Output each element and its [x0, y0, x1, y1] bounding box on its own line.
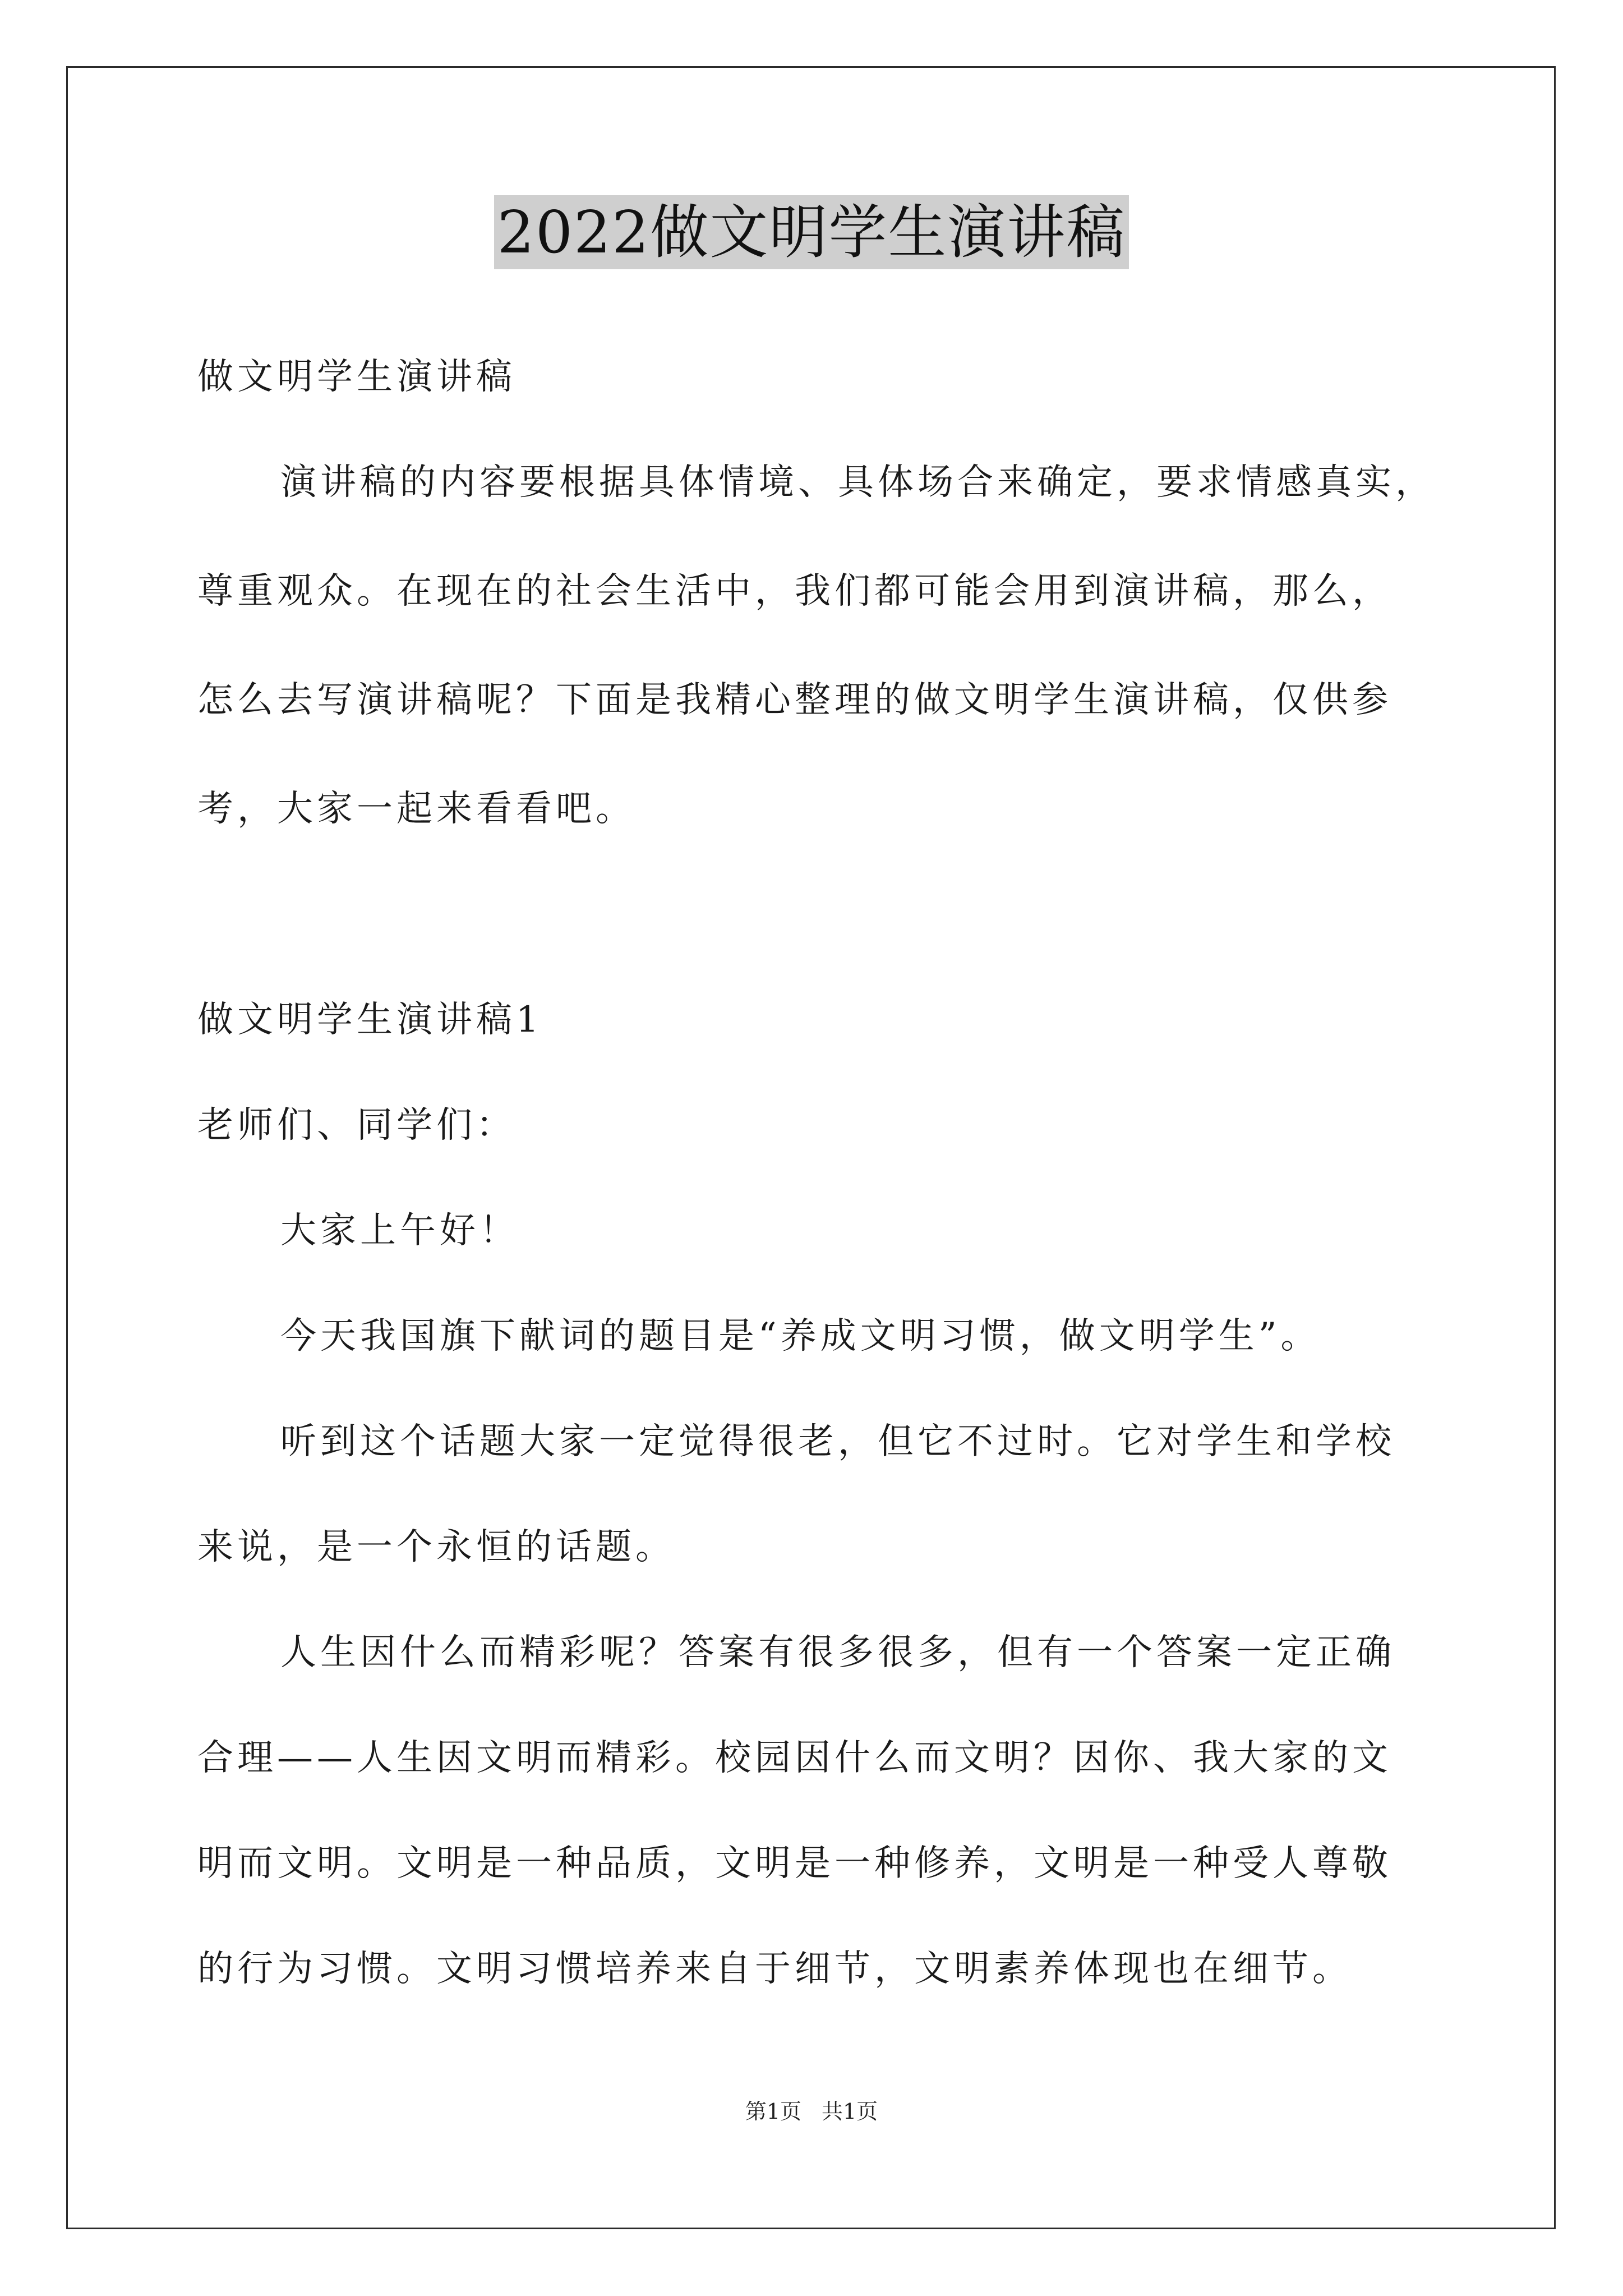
greeting: 大家上午好！	[280, 1210, 519, 1251]
page-number: 第1页	[745, 2099, 801, 2124]
speech-heading: 做文明学生演讲稿1	[197, 999, 543, 1041]
intro-line: 考，大家一起来看看吧。	[197, 788, 635, 830]
title-container	[0, 195, 1623, 269]
body-line: 的行为习惯。文明习惯培养来自于细节，文明素养体现也在细节。	[197, 1948, 1352, 1990]
page-footer	[0, 2098, 1623, 2125]
intro-line: 怎么去写演讲稿呢？下面是我精心整理的做文明学生演讲稿，仅供参	[197, 679, 1392, 721]
salutation: 老师们、同学们：	[197, 1105, 516, 1146]
body-line: 人生因什么而精彩呢？答案有很多很多，但有一个答案一定正确	[280, 1632, 1395, 1673]
body-line: 合理——人生因文明而精彩。校园因什么而文明？因你、我大家的文	[197, 1737, 1392, 1779]
body-line: 来说，是一个永恒的话题。	[197, 1526, 675, 1568]
document-title: 2022做文明学生演讲稿	[494, 195, 1129, 269]
intro-line: 演讲稿的内容要根据具体情境、具体场合来确定，要求情感真实，	[280, 462, 1435, 503]
body-line: 听到这个话题大家一定觉得很老，但它不过时。它对学生和学校	[280, 1421, 1395, 1462]
body-line: 今天我国旗下献词的题目是“养成文明习惯，做文明学生”。	[280, 1315, 1321, 1357]
body-line: 明而文明。文明是一种品质，文明是一种修养，文明是一种受人尊敬	[197, 1843, 1392, 1884]
section-heading: 做文明学生演讲稿	[197, 356, 516, 398]
intro-line: 尊重观众。在现在的社会生活中，我们都可能会用到演讲稿，那么，	[197, 570, 1392, 612]
page-total: 共1页	[822, 2099, 878, 2124]
